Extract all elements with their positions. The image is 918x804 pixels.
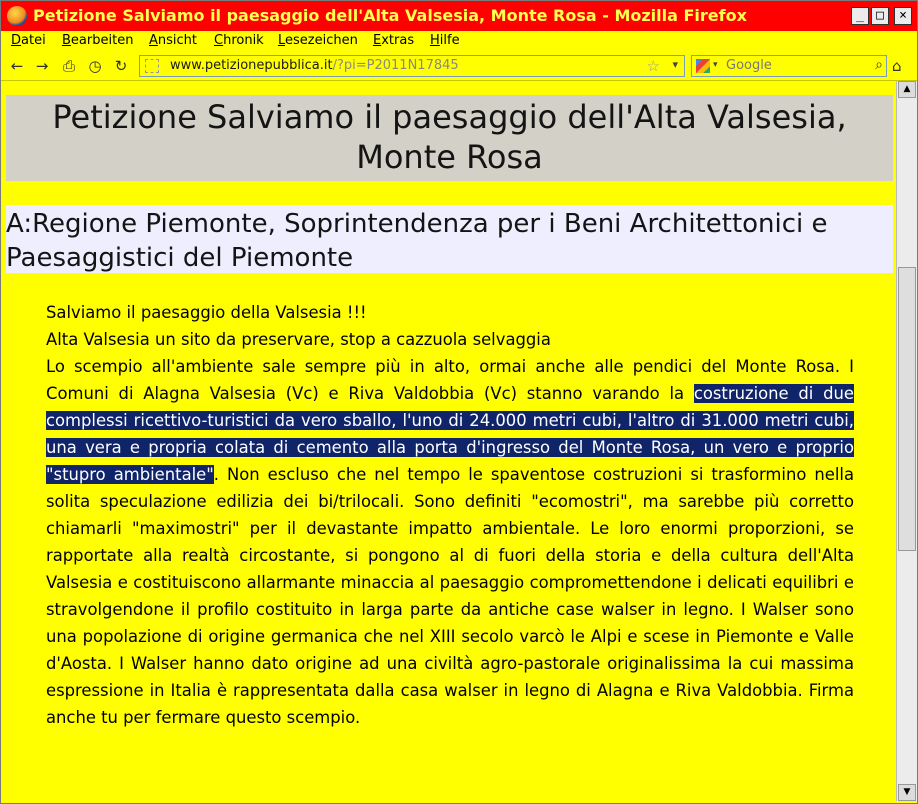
petition-paragraph (46, 353, 854, 731)
search-field[interactable] (691, 55, 887, 77)
close-button[interactable]: × (894, 7, 912, 25)
menu-hilfe[interactable]: Hilfe (430, 33, 460, 48)
menu-bar (1, 31, 917, 51)
menu-bearbeiten[interactable]: Bearbeiten (62, 33, 134, 48)
print-icon[interactable]: ⎙ (62, 57, 75, 75)
bookmark-star-icon[interactable]: ☆ (646, 57, 660, 75)
selected-text[interactable]: costruzione di due complessi ricettivo-turistici da vero sballo, l'uno di 24.000 metri cubi, l'altro di 31.000 metri cubi, una vera e propria colata di cemento alla porta d'ingresso del Monte Rosa, un vero e proprio "stupro ambientale" (46, 384, 854, 484)
recipient-band (6, 205, 893, 273)
menu-datei[interactable]: Datei (11, 33, 46, 48)
petition-text (46, 299, 854, 731)
scroll-thumb[interactable] (898, 267, 916, 551)
page-title: Petizione Salviamo il paesaggio dell'Alta Valsesia, Monte Rosa (52, 98, 847, 176)
reload-icon[interactable]: ↻ (114, 57, 128, 75)
url-dropdown-icon[interactable]: ▾ (672, 58, 678, 71)
google-engine-icon[interactable] (696, 59, 710, 73)
title-bar[interactable] (1, 1, 917, 31)
vertical-scrollbar[interactable] (896, 81, 917, 801)
paragraph-start: Lo scempio all'ambiente sale sempre più in alto, ormai anche alle pendici del Monte Rosa. I Comuni di Alagna Valsesia (Vc) e Riva Valdobbia (Vc) stanno varando la (46, 357, 854, 403)
paragraph-end: . Non escluso che nel tempo le spaventose costruzioni si trasformino nella solita speculazione edilizia dei bi/trilocali. Sono definiti "ecomostri", ma sarebbe più corretto chiamarli "maximostri" per il devastante impatto ambientale. Le loro enormi proporzioni, se rapportate alla realtà circostante, si pongono al di fuori della storia e della cultura dell'Alta Valsesia e costituiscono allarmante minaccia al paesaggio compromettendone i delicati equilibri e stravolgendone il profilo costituito in larga parte da antiche case walser in legno. I Walser sono una popolazione di origine germanica che nel XIII secolo varcò le Alpi e scese in Piemonte e Valle d'Aosta. I Walser hanno dato origine ad una civiltà agro-pastorale originalissima la cui massima espressione in Italia è rappresentata dalla casa walser in legno di Alagna e Riva Valdobbia. Firma anche tu per fermare questo scempio. (46, 465, 854, 727)
search-icon[interactable]: ⌕ (875, 57, 883, 73)
menu-ansicht[interactable]: Ansicht (149, 33, 198, 48)
page-favicon-icon (145, 59, 159, 73)
menu-chronik[interactable]: Chronik (214, 33, 264, 48)
maximize-button[interactable]: □ (871, 7, 889, 25)
scroll-down-arrow-icon[interactable]: ▼ (898, 784, 916, 801)
recipient-heading: A:Regione Piemonte, Soprintendenza per i Beni Architettonici e Paesaggistici del Piemonte (6, 209, 828, 273)
minimize-button[interactable]: _ (851, 7, 869, 25)
heading-band (6, 95, 893, 181)
back-icon[interactable]: ← (10, 57, 24, 75)
window-title: Petizione Salviamo il paesaggio dell'Alta Valsesia, Monte Rosa - Mozilla Firefox (33, 6, 747, 25)
url-text[interactable]: www.petizionepubblica.it/?pi=P2011N17845 (170, 58, 459, 73)
petition-line-1: Salviamo il paesaggio della Valsesia !!! (46, 303, 367, 322)
history-icon[interactable]: ◷ (88, 57, 102, 75)
search-placeholder[interactable]: Google (726, 58, 772, 73)
url-field[interactable] (139, 55, 685, 77)
home-icon[interactable]: ⌂ (892, 57, 902, 75)
menu-lesezeichen[interactable]: Lesezeichen (278, 33, 358, 48)
navigation-toolbar (1, 52, 917, 81)
page-content (2, 81, 895, 801)
menu-extras[interactable]: Extras (373, 33, 415, 48)
scroll-up-arrow-icon[interactable]: ▲ (898, 81, 916, 98)
forward-icon[interactable]: → (35, 57, 49, 75)
engine-dropdown-icon[interactable]: ▾ (713, 60, 718, 70)
petition-line-2: Alta Valsesia un sito da preservare, stop a cazzuola selvaggia (46, 330, 551, 349)
firefox-icon (7, 6, 27, 26)
